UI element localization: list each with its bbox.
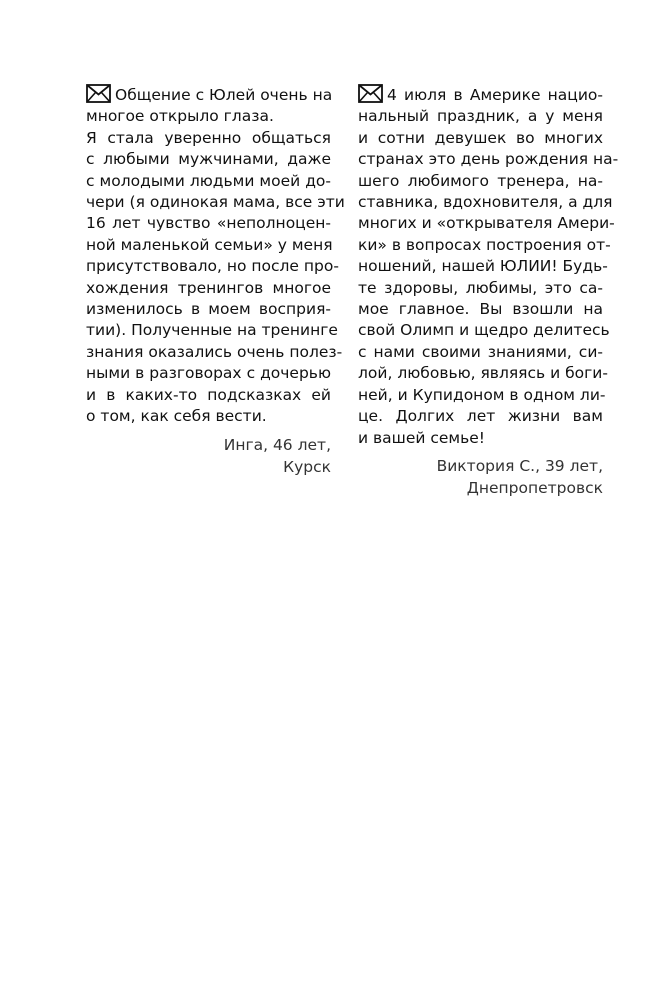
letter-1-line-3: Я стала уверенно общаться [86, 128, 331, 147]
letter-1-line-10: хождения тренингов многое [86, 278, 331, 297]
letter-1-line-15: и в каких-то подсказках ей [86, 385, 331, 404]
letter-1-line-5: с молодыми людьми моей до- [86, 171, 331, 190]
envelope-icon [358, 84, 383, 103]
letter-2-line-12: свой Олимп и щедро делитесь [358, 321, 610, 340]
letter-2-line-9: ношений, нашей ЮЛИИ! Будь- [358, 257, 608, 276]
letter-2-line-4: странах это день рождения на- [358, 150, 619, 169]
letter-2-line-8: ки» в вопросах построения от- [358, 235, 611, 254]
letter-1-line-14: ными в разговорах с дочерью [86, 364, 331, 383]
letter-1-line-11: изменилось в моем восприя- [86, 300, 331, 319]
letter-2-line-6: ставника, вдохновителя, а для [358, 193, 613, 212]
letter-1-line-12: тии). Полученные на тренинге [86, 321, 338, 340]
letter-1-signature-name: Инга, 46 лет, [223, 435, 331, 454]
letter-2-line-17: и вашей семье! [358, 428, 485, 447]
letter-2-line-1: 4 июля в Америке нацио- [358, 84, 603, 106]
letter-1-line-13: знания оказались очень полез- [86, 342, 343, 361]
envelope-icon [86, 84, 111, 103]
letter-1 [86, 84, 345, 478]
letter-2-signature [358, 455, 603, 499]
letter-2-line-10: те здоровы, любимы, это са- [358, 278, 603, 297]
letter-2-line-5: шего любимого тренера, на- [358, 171, 603, 190]
letter-2-signature-name: Виктория С., 39 лет, [436, 456, 603, 475]
letter-2-line-13: с нами своими знаниями, си- [358, 342, 603, 361]
letter-2 [358, 84, 619, 499]
letter-2-line-3: и сотни девушек во многих [358, 128, 603, 147]
letter-1-line-7: 16 лет чувство «неполноцен- [86, 214, 331, 233]
letter-1-signature [86, 434, 331, 478]
letter-1-line-6: чери (я одинокая мама, все эти [86, 193, 345, 212]
letter-2-line-16: це. Долгих лет жизни вам [358, 407, 603, 426]
letter-2-line-7: многих и «открывателя Амери- [358, 214, 615, 233]
letter-2-line-15: ней, и Купидоном в одном ли- [358, 385, 606, 404]
letter-2-signature-city: Днепропетровск [466, 478, 603, 497]
letter-1-line-8: ной маленькой семьи» у меня [86, 235, 333, 254]
letter-1-signature-city: Курск [283, 457, 331, 476]
letter-1-line-9: присутствовало, но после про- [86, 257, 339, 276]
letter-1-line-16: о том, как себя вести. [86, 407, 267, 426]
letter-2-line-2: нальный праздник, а у меня [358, 107, 603, 126]
letter-1-line-1: Общение с Юлей очень на [86, 84, 331, 106]
letter-1-line-4: с любыми мужчинами, даже [86, 150, 331, 169]
letter-1-line-2: многое открыло глаза. [86, 107, 274, 126]
letter-2-line-11: мое главное. Вы взошли на [358, 300, 603, 319]
letter-2-line-14: лой, любовью, являясь и боги- [358, 364, 608, 383]
